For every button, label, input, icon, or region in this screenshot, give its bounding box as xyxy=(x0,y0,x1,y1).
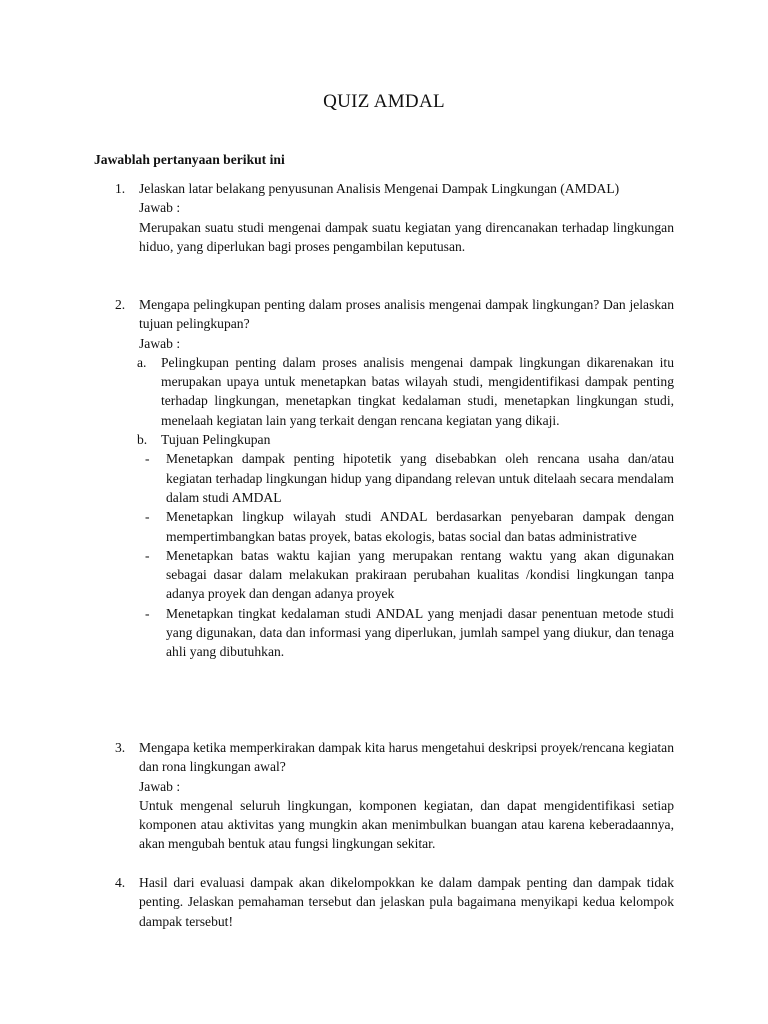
dash-bullet: - xyxy=(145,451,150,467)
jawab-label: Jawab : xyxy=(139,200,181,216)
question-number: 4. xyxy=(115,875,126,890)
list-item-text: Menetapkan tingkat kedalaman studi ANDAL yang menjadi dasar penentuan metode studi yang digunakan, data dan informasi yang diperlukan, jumlah sampel yang diukur, dan tenaga ahli yang dibutuhkan. xyxy=(166,605,674,660)
answer-text: Untuk mengenal seluruh lingkungan, komponen kegiatan, dan dapat mengidentifikasi setiap komponen atau aktivitas yang mungkin akan menimbulkan buangan atau karena keberadaannya, akan mengubah bentuk atau fungsi lingkungan sekitar. xyxy=(139,797,674,852)
jawab-label: Jawab : xyxy=(139,335,181,351)
page-title: QUIZ AMDAL xyxy=(323,91,445,112)
question-text: Mengapa pelingkupan penting dalam proses analisis mengenai dampak lingkungan? Dan jelaskan tujuan pelingkupan? xyxy=(139,297,674,332)
list-item-text: Menetapkan dampak penting hipotetik yang disebabkan oleh rencana usaha dan/atau kegiatan terhadap lingkungan hidup yang dipandang relevan untuk ditelaah secara mendalam dalam studi AMDAL xyxy=(166,451,674,505)
question-number: 3. xyxy=(115,740,126,755)
question-text: Jelaskan latar belakang penyusunan Analisis Mengenai Dampak Lingkungan (AMDAL) xyxy=(139,181,620,196)
sub-label: b. xyxy=(137,432,148,448)
list-item xyxy=(145,546,674,604)
sub-answer-title: Tujuan Pelingkupan xyxy=(161,432,271,448)
list-item xyxy=(145,507,674,546)
question-text: Mengapa ketika memperkirakan dampak kita harus mengetahui deskripsi proyek/rencana kegiatan dan rona lingkungan awal? xyxy=(139,740,674,775)
question-number: 1. xyxy=(115,181,126,196)
answer-text: Merupakan suatu studi mengenai dampak suatu kegiatan yang direncanakan terhadap lingkungan hiduo, yang diperlukan bagi proses pengambilan keputusan. xyxy=(139,219,674,254)
sub-answer-a xyxy=(137,353,674,430)
dash-bullet: - xyxy=(145,605,150,621)
question-3 xyxy=(115,738,674,854)
jawab-label: Jawab : xyxy=(139,778,181,794)
question-1 xyxy=(115,179,674,256)
list-item xyxy=(145,449,674,507)
sub-label: a. xyxy=(137,354,147,370)
list-item-text: Menetapkan lingkup wilayah studi ANDAL berdasarkan penyebaran dampak dengan mempertimbangkan batas proyek, batas ekologis, batas social dan batas administrative xyxy=(166,509,674,544)
sub-answer-text: Pelingkupan penting dalam proses analisis mengenai dampak lingkungan dikarenakan itu merupakan upaya untuk menetapkan batas wilayah studi, mengidentifikasi dampak penting terhadap lingkungan, menetapkan tingkat kedalaman studi, menetapkan lingkungan studi, menelaah kegiatan lain yang terkait dengan rencana kegiatan yang dikaji. xyxy=(161,354,674,428)
question-number: 2. xyxy=(115,297,126,312)
list-item-text: Menetapkan batas waktu kajian yang merupakan rentang waktu yang akan digunakan sebagai dasar dalam melakukan prakiraan perubahan kualitas /kondisi lingkungan tanpa adanya proyek dan dengan adanya proyek xyxy=(166,547,674,602)
sub-answer-b xyxy=(137,430,674,449)
list-item xyxy=(145,604,674,662)
question-2 xyxy=(115,295,674,662)
instruction-heading: Jawablah pertanyaan berikut ini xyxy=(94,152,285,167)
question-4 xyxy=(115,873,674,931)
dash-bullet: - xyxy=(145,547,150,563)
dash-bullet: - xyxy=(145,509,150,525)
question-text: Hasil dari evaluasi dampak akan dikelompokkan ke dalam dampak penting dan dampak tidak penting. Jelaskan pemahaman tersebut dan jelaskan pula bagaimana menyikapi kedua kelompok dampak tersebut! xyxy=(139,875,674,929)
